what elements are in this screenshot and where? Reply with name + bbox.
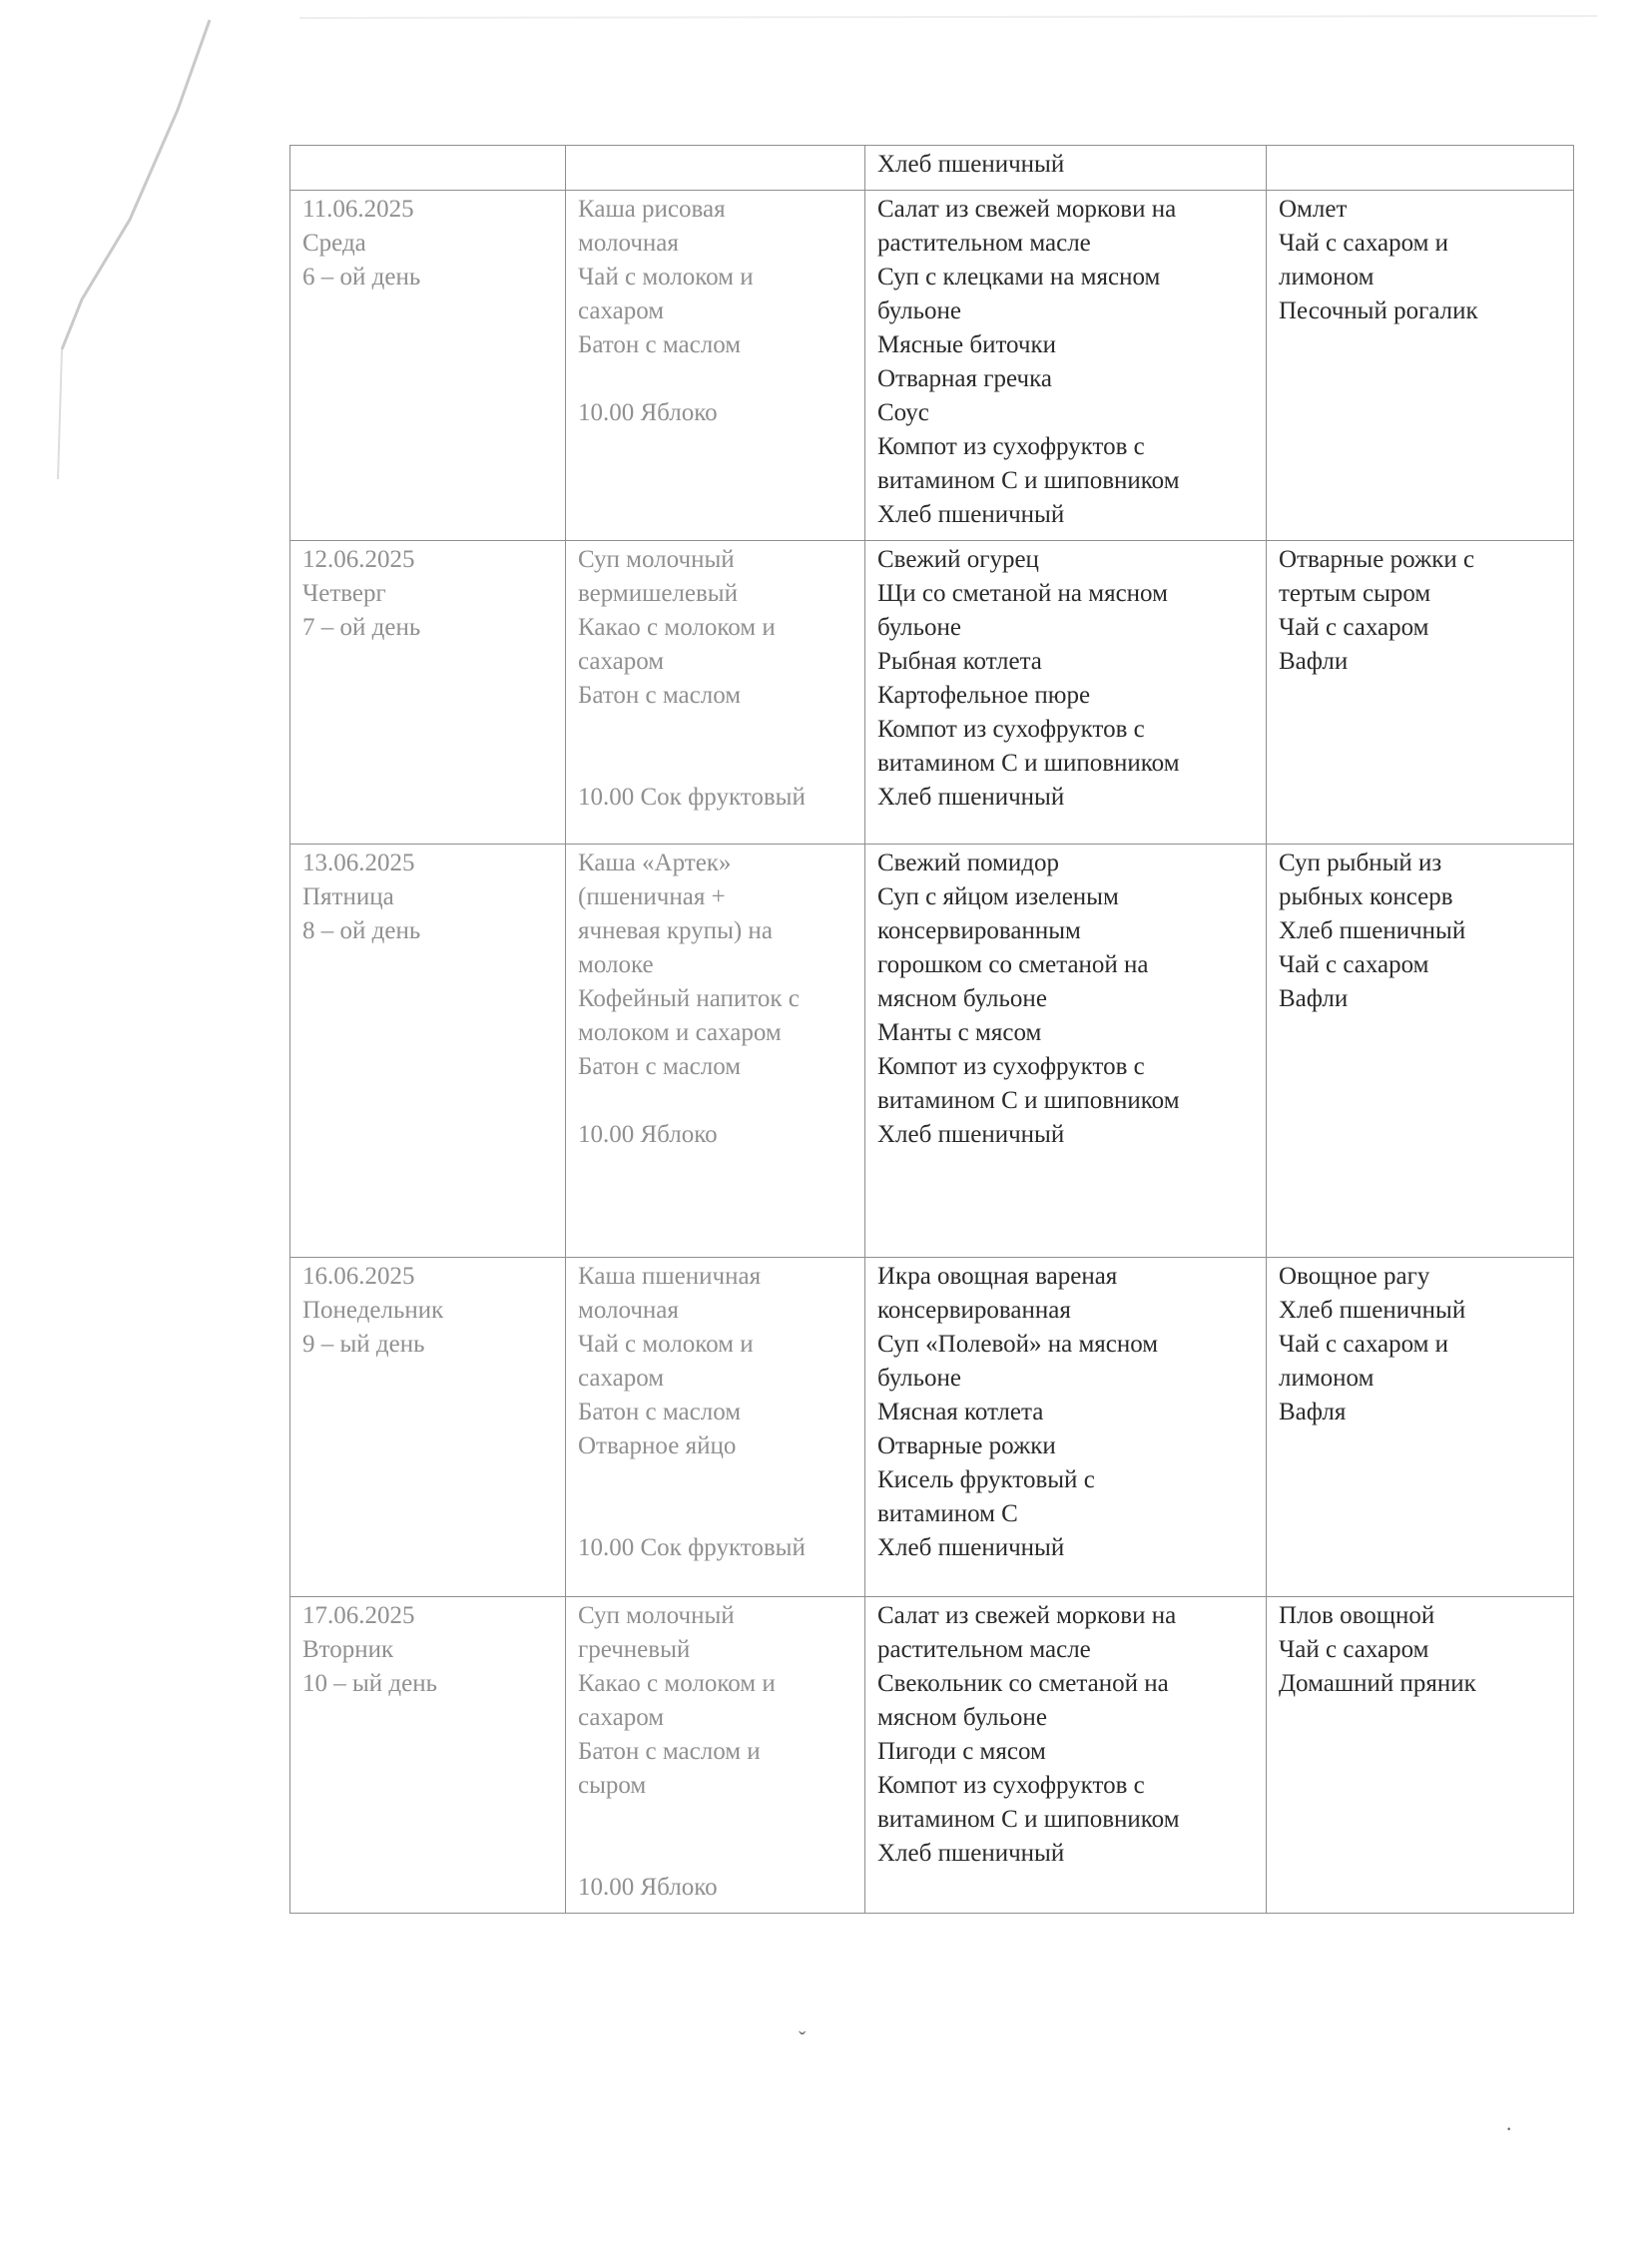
afternoon-item: Овощное рагу xyxy=(1279,1263,1430,1290)
lunch-item: Суп «Полевой» на мясном xyxy=(877,1331,1159,1358)
afternoon-cell xyxy=(1267,541,1574,845)
day-row xyxy=(290,845,1574,1258)
breakfast-item: Чай с молоком и xyxy=(578,1331,754,1358)
afternoon-cell xyxy=(1267,1597,1574,1914)
lunch-item: Мясная котлета xyxy=(877,1399,1044,1425)
afternoon-cell xyxy=(1267,845,1574,1258)
top-cell-lunch xyxy=(865,146,1267,191)
lunch-item: витамином С и шиповником xyxy=(877,1806,1180,1833)
afternoon-item: лимоном xyxy=(1279,1365,1374,1392)
lunch-item: Компот из сухофруктов с xyxy=(877,433,1145,460)
breakfast-item: сыром xyxy=(578,1772,647,1799)
breakfast-item: ячневая крупы) на xyxy=(578,917,773,944)
day-date: 11.06.2025 xyxy=(302,196,414,223)
lunch-item: Салат из свежей моркови на xyxy=(877,196,1177,223)
lunch-cell xyxy=(865,541,1267,845)
breakfast-item: Каша «Артек» xyxy=(578,850,732,876)
lunch-item: Хлеб пшеничный xyxy=(877,151,1065,178)
day-date: 16.06.2025 xyxy=(302,1263,415,1290)
breakfast-item: (пшеничная + xyxy=(578,883,726,910)
breakfast-item: Суп молочный xyxy=(578,1602,735,1629)
blank-line xyxy=(578,747,852,781)
lunch-item: витамином С и шиповником xyxy=(877,1087,1180,1114)
lunch-item: Суп с клецками на мясном xyxy=(877,264,1161,290)
breakfast-item: сахаром xyxy=(578,297,665,324)
scan-speck: ˇ xyxy=(799,2026,807,2051)
afternoon-item: рыбных консерв xyxy=(1279,883,1453,910)
lunch-item: Мясные биточки xyxy=(877,331,1056,358)
lunch-item: Свежий помидор xyxy=(877,850,1060,876)
afternoon-item: Чай с сахаром xyxy=(1279,1636,1429,1663)
lunch-item: консервированным xyxy=(877,917,1081,944)
day-number: 10 – ый день xyxy=(302,1670,438,1697)
menu-table xyxy=(289,145,1574,1914)
snack-item: 10.00 Яблоко xyxy=(578,399,718,426)
snack-item: 10.00 Сок фруктовый xyxy=(578,1534,806,1561)
breakfast-item: молочная xyxy=(578,230,679,257)
lunch-item: бульоне xyxy=(877,1365,962,1392)
top-cell-afternoon xyxy=(1267,146,1574,191)
day-cell xyxy=(290,541,566,845)
day-weekday: Пятница xyxy=(302,883,394,910)
lunch-item: Свежий огурец xyxy=(877,546,1039,573)
breakfast-item: Каша рисовая xyxy=(578,196,726,223)
blank-line xyxy=(578,713,852,747)
afternoon-item: Вафли xyxy=(1279,648,1349,675)
lunch-item: Отварные рожки xyxy=(877,1432,1056,1459)
lunch-item: Компот из сухофруктов с xyxy=(877,1772,1145,1799)
day-date: 12.06.2025 xyxy=(302,546,415,573)
breakfast-item: Батон с маслом xyxy=(578,682,742,709)
lunch-item: консервированная xyxy=(877,1297,1071,1324)
day-row xyxy=(290,191,1574,541)
day-number: 7 – ой день xyxy=(302,614,421,641)
day-cell xyxy=(290,845,566,1258)
lunch-item: Хлеб пшеничный xyxy=(877,1840,1065,1867)
day-weekday: Понедельник xyxy=(302,1297,444,1324)
top-cell-breakfast xyxy=(566,146,865,191)
day-weekday: Четверг xyxy=(302,580,386,607)
breakfast-item: Какао с молоком и xyxy=(578,614,776,641)
blank-line xyxy=(578,1497,852,1531)
day-cell xyxy=(290,1597,566,1914)
afternoon-item: Чай с сахаром и xyxy=(1279,230,1449,257)
lunch-cell xyxy=(865,1258,1267,1597)
afternoon-item: Вафля xyxy=(1279,1399,1347,1425)
lunch-item: растительном масле xyxy=(877,1636,1091,1663)
breakfast-cell xyxy=(566,1597,865,1914)
breakfast-cell xyxy=(566,845,865,1258)
breakfast-item: Батон с маслом xyxy=(578,1399,742,1425)
lunch-item: Хлеб пшеничный xyxy=(877,501,1065,528)
day-number: 8 – ой день xyxy=(302,917,421,944)
afternoon-item: Домашний пряник xyxy=(1279,1670,1476,1697)
day-row xyxy=(290,1258,1574,1597)
breakfast-item: молоке xyxy=(578,951,654,978)
day-cell xyxy=(290,1258,566,1597)
breakfast-item: Каша пшеничная xyxy=(578,1263,762,1290)
top-cell-date xyxy=(290,146,566,191)
breakfast-cell xyxy=(566,191,865,541)
lunch-item: Салат из свежей моркови на xyxy=(877,1602,1177,1629)
lunch-item: Свекольник со сметаной на xyxy=(877,1670,1169,1697)
lunch-item: Хлеб пшеничный xyxy=(877,784,1065,811)
lunch-item: бульоне xyxy=(877,614,962,641)
afternoon-item: Хлеб пшеничный xyxy=(1279,1297,1466,1324)
breakfast-cell xyxy=(566,541,865,845)
day-number: 6 – ой день xyxy=(302,264,421,290)
day-date: 13.06.2025 xyxy=(302,850,415,876)
day-weekday: Вторник xyxy=(302,1636,394,1663)
breakfast-item: Батон с маслом и xyxy=(578,1738,761,1765)
lunch-item: Отварная гречка xyxy=(877,365,1052,392)
lunch-cell xyxy=(865,191,1267,541)
breakfast-item: сахаром xyxy=(578,648,665,675)
lunch-item: витамином С и шиповником xyxy=(877,750,1180,777)
breakfast-item: молочная xyxy=(578,1297,679,1324)
breakfast-item: Какао с молоком и xyxy=(578,1670,776,1697)
breakfast-item: сахаром xyxy=(578,1365,665,1392)
lunch-item: Хлеб пшеничный xyxy=(877,1121,1065,1148)
lunch-item: Соус xyxy=(877,399,929,426)
breakfast-item: гречневый xyxy=(578,1636,691,1663)
snack-item: 10.00 Яблоко xyxy=(578,1121,718,1148)
snack-item: 10.00 Яблоко xyxy=(578,1874,718,1901)
breakfast-item: Чай с молоком и xyxy=(578,264,754,290)
afternoon-item: тертым сыром xyxy=(1279,580,1431,607)
day-number: 9 – ый день xyxy=(302,1331,425,1358)
afternoon-item: Чай с сахаром xyxy=(1279,951,1429,978)
lunch-item: горошком со сметаной на xyxy=(877,951,1149,978)
lunch-item: Картофельное пюре xyxy=(877,682,1091,709)
blank-line xyxy=(578,1837,852,1871)
afternoon-item: лимоном xyxy=(1279,264,1374,290)
breakfast-item: молоком и сахаром xyxy=(578,1019,782,1046)
top-row xyxy=(290,146,1574,191)
lunch-item: Рыбная котлета xyxy=(877,648,1042,675)
lunch-item: Суп с яйцом изеленым xyxy=(877,883,1119,910)
lunch-item: Щи со сметаной на мясном xyxy=(877,580,1168,607)
day-row xyxy=(290,1597,1574,1914)
afternoon-cell xyxy=(1267,1258,1574,1597)
afternoon-item: Песочный рогалик xyxy=(1279,297,1478,324)
blank-line xyxy=(578,1463,852,1497)
breakfast-item: Кофейный напиток с xyxy=(578,985,800,1012)
lunch-item: Пигоди с мясом xyxy=(877,1738,1046,1765)
blank-line xyxy=(578,1084,852,1118)
breakfast-cell xyxy=(566,1258,865,1597)
breakfast-item: Суп молочный xyxy=(578,546,735,573)
breakfast-item: Батон с маслом xyxy=(578,331,742,358)
blank-line xyxy=(578,362,852,396)
lunch-item: витамином С и шиповником xyxy=(877,467,1180,494)
breakfast-item: Батон с маслом xyxy=(578,1053,742,1080)
lunch-cell xyxy=(865,845,1267,1258)
afternoon-item: Суп рыбный из xyxy=(1279,850,1442,876)
lunch-item: Хлеб пшеничный xyxy=(877,1534,1065,1561)
day-weekday: Среда xyxy=(302,230,366,257)
lunch-item: Икра овощная вареная xyxy=(877,1263,1118,1290)
lunch-item: растительном масле xyxy=(877,230,1091,257)
afternoon-item: Чай с сахаром и xyxy=(1279,1331,1449,1358)
day-cell xyxy=(290,191,566,541)
snack-item: 10.00 Сок фруктовый xyxy=(578,784,806,811)
breakfast-item: вермишелевый xyxy=(578,580,738,607)
afternoon-cell xyxy=(1267,191,1574,541)
lunch-cell xyxy=(865,1597,1267,1914)
scan-speck: · xyxy=(1505,2116,1513,2141)
afternoon-item: Отварные рожки с xyxy=(1279,546,1475,573)
afternoon-item: Плов овощной xyxy=(1279,1602,1435,1629)
afternoon-item: Омлет xyxy=(1279,196,1348,223)
lunch-item: Манты с мясом xyxy=(877,1019,1042,1046)
afternoon-item: Чай с сахаром xyxy=(1279,614,1429,641)
day-date: 17.06.2025 xyxy=(302,1602,415,1629)
afternoon-item: Хлеб пшеничный xyxy=(1279,917,1466,944)
lunch-item: Компот из сухофруктов с xyxy=(877,716,1145,743)
lunch-item: бульоне xyxy=(877,297,962,324)
lunch-item: Кисель фруктовый с xyxy=(877,1466,1095,1493)
lunch-item: витамином С xyxy=(877,1500,1018,1527)
blank-line xyxy=(578,1803,852,1837)
lunch-item: мясном бульоне xyxy=(877,985,1047,1012)
day-row xyxy=(290,541,1574,845)
lunch-item: Компот из сухофруктов с xyxy=(877,1053,1145,1080)
afternoon-item: Вафли xyxy=(1279,985,1349,1012)
breakfast-item: сахаром xyxy=(578,1704,665,1731)
lunch-item: мясном бульоне xyxy=(877,1704,1047,1731)
breakfast-item: Отварное яйцо xyxy=(578,1432,737,1459)
